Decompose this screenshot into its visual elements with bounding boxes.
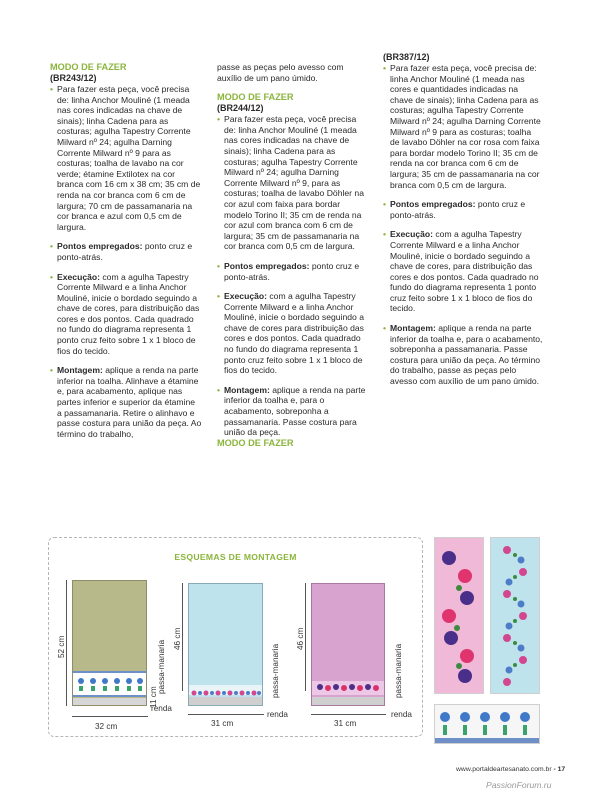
flower-embroidery-icon xyxy=(73,673,146,695)
column-2 xyxy=(217,62,369,449)
stitches-paragraph: • Pontos empregados: ponto cruz e ponto-atrás. xyxy=(383,199,526,220)
bullet-icon: • xyxy=(383,199,387,210)
lace-label: renda xyxy=(151,704,172,713)
materials-paragraph: • Para fazer esta peça, você precisa de: linha Anchor Mouliné (1 meada nas cores indicadas na chave de sinais); linha Cadena para as costuras; agulha Tapestry Corrente Milward nº 24; agulha Darning Corrente Milward nº 9, para as costuras; toalha de lavabo Döhler na cor azul com faixa para bordar modelo Torino II; 35 cm de renda na cor azul com branca com 6 cm de largura; 35 cm de passamanaria na cor branca com 0,5 cm de largura. xyxy=(217,114,364,252)
materials-paragraph: • Para fazer esta peça, você precisa de: linha Anchor Mouliné (1 meada nas cores e quantidades indicadas na chave de sinais); linha Cadena para as costuras; agulha Tapestry Corrente Milward nº 24; agulha Darning Corrente Milward nº 9 para as costuras; toalha de lavabo Döhler na cor rosa com faixa para bordar modelo Torino II; 35 cm de renda na cor branca com 6 cm de largura; 35 cm de passamanaria na cor branca com 0,5 cm de largura. xyxy=(383,63,541,190)
bullet-icon: • xyxy=(383,323,387,334)
lace-label: renda xyxy=(391,710,412,719)
assembly-diagram-frame xyxy=(48,537,423,737)
trim-label: passa-manaria xyxy=(157,639,166,694)
etamine-band xyxy=(73,671,146,697)
assembly-paragraph: • Montagem: aplique a renda na parte inferior da toalha e, para o acabamento, sobreponha a passamanaria. Passe costura para união da peça. xyxy=(217,384,366,438)
bullet-icon: • xyxy=(217,384,221,395)
trim-label: passa-manaria xyxy=(394,643,403,698)
product-code: (BR387/12) xyxy=(383,52,430,62)
lace-strip xyxy=(312,697,384,705)
green-towel-photo xyxy=(434,704,540,744)
height-dimension-line xyxy=(182,583,183,691)
bullet-icon: • xyxy=(217,114,221,125)
section-heading: MODO DE FAZER xyxy=(50,62,127,72)
pink-towel-photo xyxy=(434,537,484,694)
bullet-icon: • xyxy=(50,365,54,376)
height-label: 52 cm xyxy=(57,635,66,658)
product-code: (BR243/12) xyxy=(50,73,97,83)
execution-paragraph: • Execução: com a agulha Tapestry Corrente Milward e a linha Anchor Mouliné, inicie o bordado seguindo a chave de cores, para distribuição das cores e dos pontos. Cada quadrado no fundo do diagrama representa 1 ponto cruz feito sobre 1 x 1 bloco de fios do tecido. xyxy=(383,229,539,314)
embroidery-band xyxy=(189,685,262,695)
execution-paragraph: • Execução: com a agulha Tapestry Corrente Milward e a linha Anchor Mouliné, inicie o bordado seguindo a chave de cores para distribuição das cores e dos pontos. Cada quadrado no fundo do diagrama representa 1 ponto cruz feito sobre 1 x 1 bloco de fios do tecido. xyxy=(217,291,364,376)
embroidered-bluebells-image xyxy=(435,705,539,743)
lace-label: renda xyxy=(267,710,288,719)
bullet-icon: • xyxy=(50,241,54,252)
section-heading: MODO DE FAZER xyxy=(217,437,294,448)
embroidered-border-image xyxy=(491,538,539,693)
lace-strip xyxy=(189,697,262,705)
width-label: 31 cm xyxy=(211,719,234,728)
column-1 xyxy=(50,62,202,448)
materials-paragraph: • Para fazer esta peça, você precisa de: linha Anchor Mouliné (1 meada nas cores indicadas na chave de sinais); linha Cadena para as costuras; agulha Tapestry Corrente Milward nº 24; agulha Darning Corrente Milward nº 9 para as costuras; toalha de lavabo na cor verde; étamine Extilotex na cor branca com 16 cm x 38 cm; 35 cm de renda na cor branca com 6 cm de largura; 70 cm de passamanaria na cor branca e azul com 0,5 cm de largura. xyxy=(50,84,201,232)
diagram-title: ESQUEMAS DE MONTAGEM xyxy=(174,552,297,562)
bullet-icon: • xyxy=(50,84,54,94)
watermark: PassionForum.ru xyxy=(486,780,552,790)
bullet-icon: • xyxy=(50,271,54,282)
flower-border-icon xyxy=(312,681,384,695)
section-heading: MODO DE FAZER xyxy=(217,92,294,103)
lace-strip xyxy=(73,698,146,705)
width-label: 31 cm xyxy=(334,719,357,728)
height-dimension-line xyxy=(66,580,67,706)
height-label: 46 cm xyxy=(173,627,182,650)
width-dimension-line xyxy=(188,714,264,715)
stitches-paragraph: • Pontos empregados: ponto cruz e ponto-atrás. xyxy=(217,260,360,282)
page-footer xyxy=(456,766,565,773)
width-dimension-line xyxy=(72,716,148,717)
towel-diagram-pink xyxy=(311,583,385,706)
assembly-paragraph: • Montagem: aplique a renda na parte inferior da toalha e, para o acabamento, sobreponha a passamanaria. Passe costura para união da peça. Ao término do trabalho, passe as peças pelo avesso com auxílio de um pano úmido. xyxy=(383,323,543,387)
towel-diagram-blue xyxy=(188,583,263,706)
column-3 xyxy=(383,52,543,396)
continued-text: passe as peças pelo avesso com auxílio de um pano úmido. xyxy=(217,62,344,83)
bullet-icon: • xyxy=(217,260,221,271)
towel-diagram-green xyxy=(72,580,147,706)
width-dimension-line xyxy=(311,714,386,715)
height-dimension-line xyxy=(305,583,306,691)
bullet-icon: • xyxy=(217,291,221,302)
width-label: 32 cm xyxy=(95,722,118,731)
trim-label: passa-manaria xyxy=(271,643,280,698)
bullet-icon: • xyxy=(383,63,387,73)
embroidery-band xyxy=(312,681,384,695)
embroidered-flowers-image xyxy=(435,538,483,693)
bullet-icon: • xyxy=(383,229,387,240)
site-url: www.portaldeartesanato.com.br xyxy=(456,766,552,773)
blue-towel-photo xyxy=(490,537,540,694)
height-label: 46 cm xyxy=(296,627,305,650)
execution-paragraph: • Execução: com a agulha Tapestry Corrente Milward e a linha Anchor Mouliné, inicie o bordado seguindo a chave de cores, para distribuição das cores e dos pontos. Cada quadrado no fundo do diagrama representa 1 ponto cruz feito sobre 1 x 1 bloco de fios do tecido. xyxy=(50,271,200,356)
assembly-paragraph: • Montagem: aplique a renda na parte inferior na toalha. Alinhave a étamine e, para acabamento, aplique nas partes inferior e superior da étamine a passamanaria. Retire o alinhavo e passe costura para união da peça. Ao término do trabalho, xyxy=(50,365,202,439)
product-code: (BR244/12) xyxy=(217,103,264,114)
stitches-paragraph: • Pontos empregados: ponto cruz e ponto-atrás. xyxy=(50,241,193,262)
page-number: - 17 xyxy=(551,766,566,773)
band-height-label: 11 cm xyxy=(149,686,158,708)
